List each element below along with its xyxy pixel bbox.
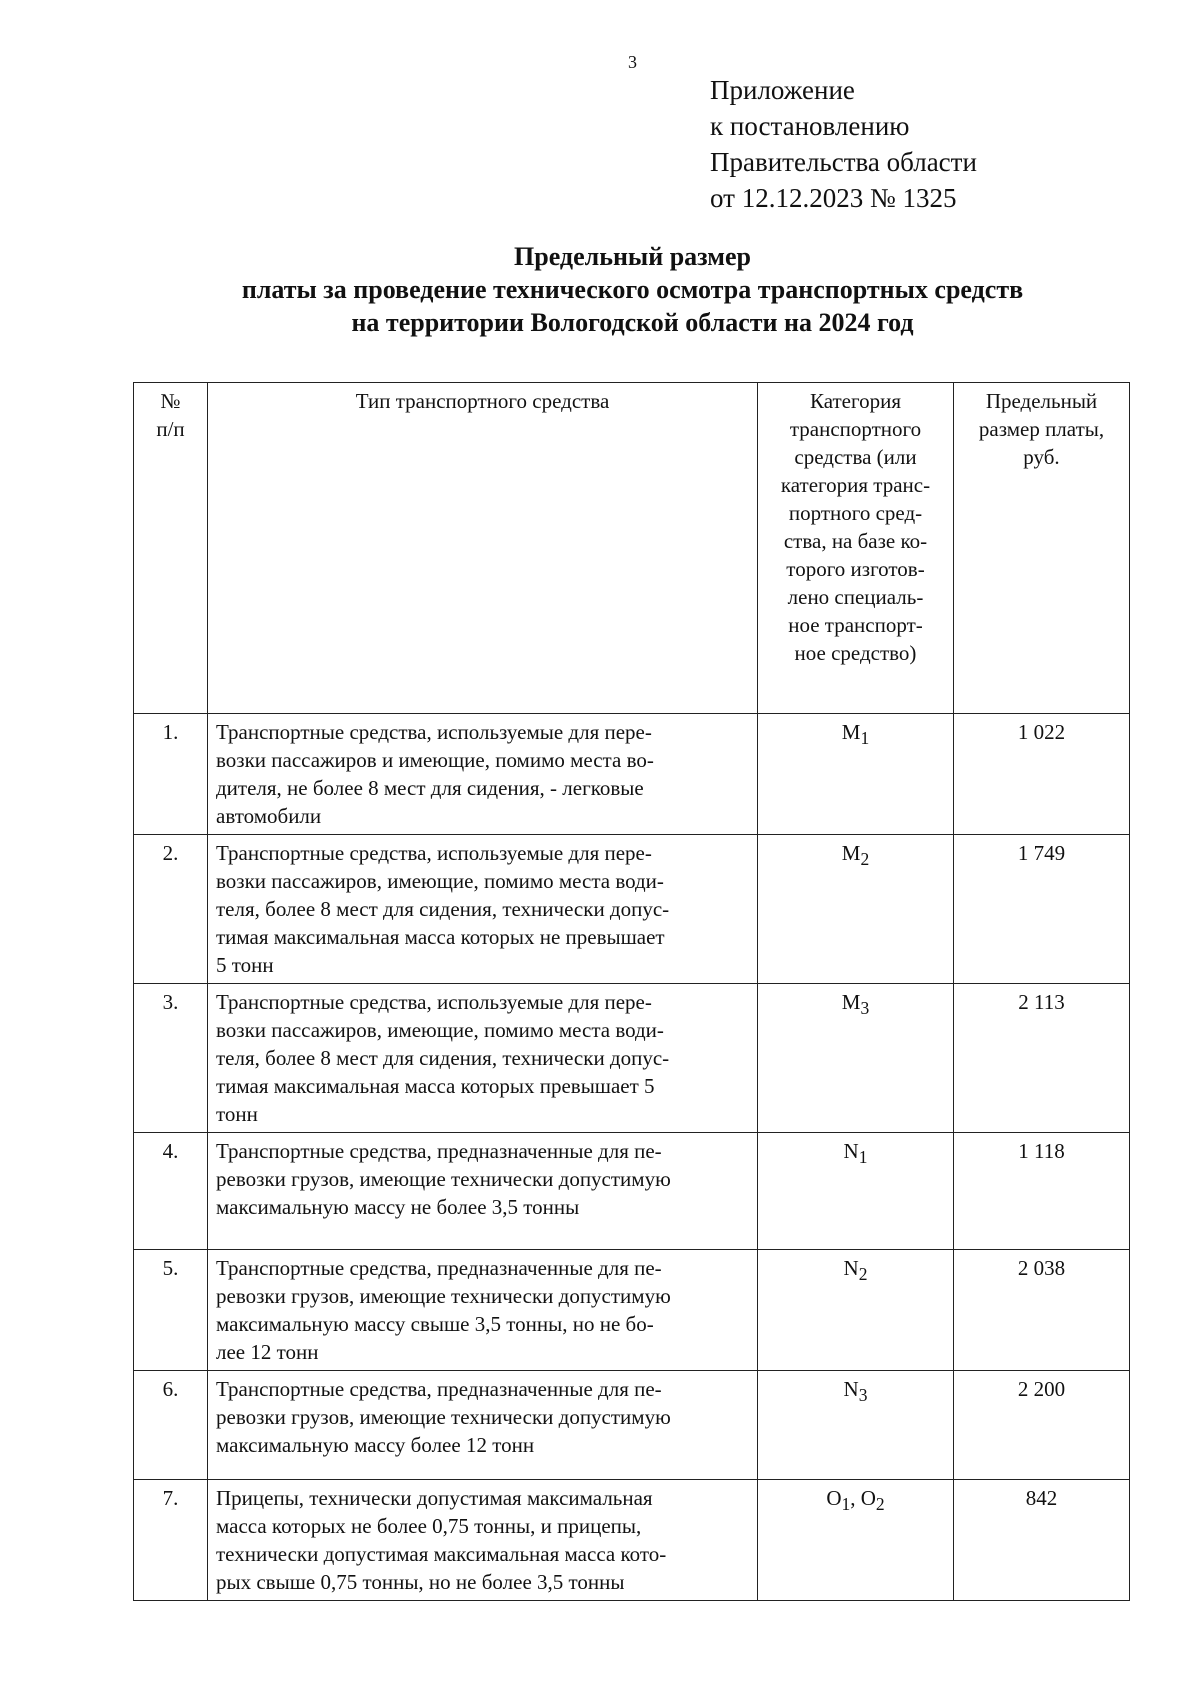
row-vehicle-type: Транспортные средства, используемые для пере- возки пассажиров и имеющие, помимо места во- дителя, не более 8 мест для сидения, - легковые автомобили bbox=[208, 714, 758, 835]
table-row bbox=[134, 1133, 1130, 1250]
category-subscript: 3 bbox=[858, 1385, 868, 1406]
fee-table bbox=[133, 382, 1130, 1601]
row-number: 7. bbox=[134, 1480, 208, 1601]
title-line: платы за проведение технического осмотра транспортных средств bbox=[241, 275, 1024, 304]
table-row bbox=[134, 984, 1130, 1133]
category-letter: O bbox=[826, 1486, 842, 1510]
header-number: № п/п bbox=[134, 383, 208, 714]
row-category bbox=[758, 1133, 954, 1250]
table-row bbox=[134, 714, 1130, 835]
appendix-line: Приложение bbox=[710, 75, 855, 105]
table-row bbox=[134, 1480, 1130, 1601]
row-category bbox=[758, 1371, 954, 1480]
category-subscript: 3 bbox=[860, 998, 870, 1019]
row-vehicle-type: Транспортные средства, предназначенные для пе- ревозки грузов, имеющие технически допустимую максимальную массу более 12 тонн bbox=[208, 1371, 758, 1480]
row-vehicle-type: Транспортные средства, используемые для пере- возки пассажиров, имеющие, помимо места води- теля, более 8 мест для сидения, технически допус- тимая максимальная масса которых превышает 5 тонн bbox=[208, 984, 758, 1133]
row-fee: 1 749 bbox=[954, 835, 1130, 984]
row-number: 6. bbox=[134, 1371, 208, 1480]
category-letter: M bbox=[841, 841, 861, 865]
row-category bbox=[758, 835, 954, 984]
category-letter: O bbox=[860, 1486, 876, 1510]
header-vehicle-type: Тип транспортного средства bbox=[208, 383, 758, 714]
appendix-block bbox=[710, 72, 977, 216]
row-category bbox=[758, 984, 954, 1133]
category-subscript: 1 bbox=[841, 1494, 851, 1515]
header-fee: Предельный размер платы, руб. bbox=[954, 383, 1130, 714]
row-vehicle-type: Прицепы, технически допустимая максимальная масса которых не более 0,75 тонны, и прицепы, технически допустимая максимальная масса кото- рых свыше 0,75 тонны, но не более 3,5 тонны bbox=[208, 1480, 758, 1601]
category-subscript: 2 bbox=[875, 1494, 885, 1515]
row-number: 3. bbox=[134, 984, 208, 1133]
row-vehicle-type: Транспортные средства, предназначенные для пе- ревозки грузов, имеющие технически допустимую максимальную массу свыше 3,5 тонны, но не бо- лее 12 тонн bbox=[208, 1250, 758, 1371]
row-category bbox=[758, 714, 954, 835]
row-fee: 2 200 bbox=[954, 1371, 1130, 1480]
category-letter: M bbox=[841, 990, 861, 1014]
category-letter: N bbox=[843, 1256, 859, 1280]
title-line: Предельный размер bbox=[514, 242, 751, 271]
category-subscript: 2 bbox=[860, 849, 870, 870]
category-letter: N bbox=[843, 1139, 859, 1163]
row-fee: 1 118 bbox=[954, 1133, 1130, 1250]
category-letter: M bbox=[841, 720, 861, 744]
row-number: 4. bbox=[134, 1133, 208, 1250]
row-fee: 1 022 bbox=[954, 714, 1130, 835]
table-row bbox=[134, 1371, 1130, 1480]
header-category: Категория транспортного средства (или категория транс- портного сред- ства, на базе ко- торого изготов- лено специаль- ное транспорт- ное средство) bbox=[758, 383, 954, 714]
row-fee: 2 113 bbox=[954, 984, 1130, 1133]
category-subscript: 2 bbox=[858, 1264, 868, 1285]
category-subscript: 1 bbox=[858, 1147, 868, 1168]
page-number: 3 bbox=[628, 52, 637, 72]
row-number: 1. bbox=[134, 714, 208, 835]
appendix-line: к постановлению bbox=[710, 111, 910, 141]
table-header-row bbox=[134, 383, 1130, 714]
row-fee: 2 038 bbox=[954, 1250, 1130, 1371]
row-category bbox=[758, 1480, 954, 1601]
document-title bbox=[0, 240, 1200, 339]
appendix-line: Правительства области bbox=[710, 147, 977, 177]
row-vehicle-type: Транспортные средства, используемые для пере- возки пассажиров, имеющие, помимо места води- теля, более 8 мест для сидения, технически допус- тимая максимальная масса которых не превышает 5 тонн bbox=[208, 835, 758, 984]
row-number: 2. bbox=[134, 835, 208, 984]
table-row bbox=[134, 1250, 1130, 1371]
category-subscript: 1 bbox=[860, 728, 870, 749]
category-separator: , bbox=[850, 1486, 861, 1510]
appendix-line: от 12.12.2023 № 1325 bbox=[710, 183, 957, 213]
category-letter: N bbox=[843, 1377, 859, 1401]
row-number: 5. bbox=[134, 1250, 208, 1371]
row-category bbox=[758, 1250, 954, 1371]
title-line: на территории Вологодской области на 2024 год bbox=[351, 308, 914, 337]
row-vehicle-type: Транспортные средства, предназначенные для пе- ревозки грузов, имеющие технически допустимую максимальную массу не более 3,5 тонны bbox=[208, 1133, 758, 1250]
row-fee: 842 bbox=[954, 1480, 1130, 1601]
table-row bbox=[134, 835, 1130, 984]
